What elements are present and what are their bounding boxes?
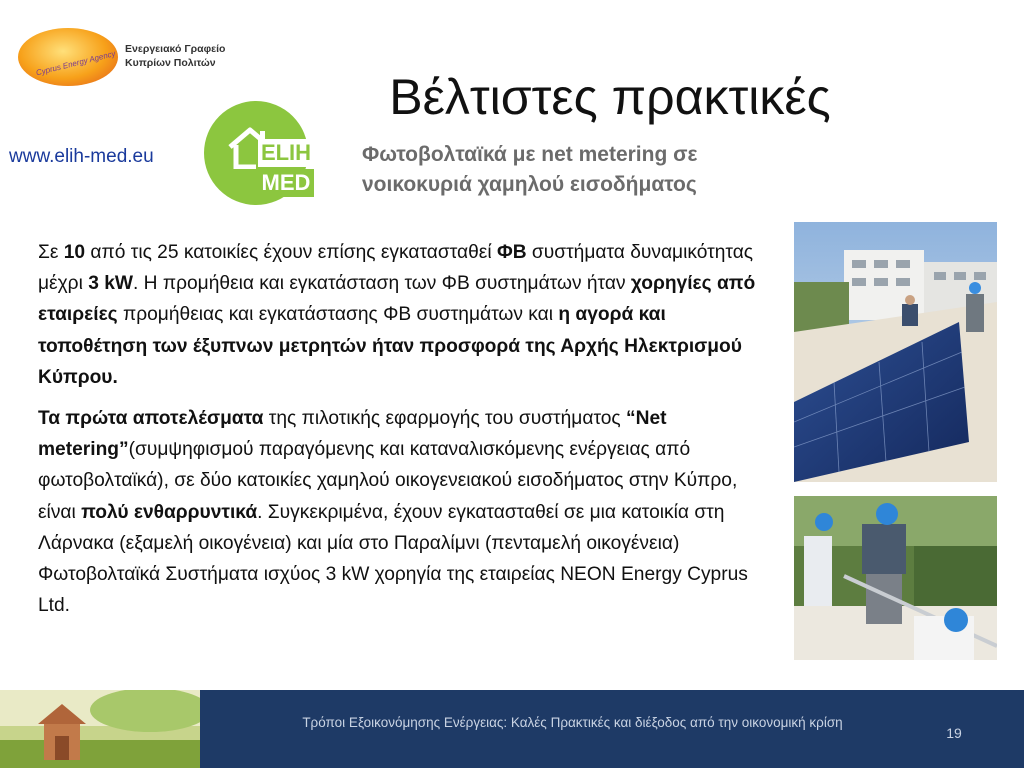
slide-subtitle: Φωτοβολταϊκά με net metering σε νοικοκυριά χαμηλού εισοδήματος: [362, 143, 698, 196]
paragraph1-run: Σε: [38, 242, 64, 263]
paragraph1-run: από τις 25 κατοικίες έχουν επίσης εγκατασταθεί: [85, 242, 497, 263]
house-grass-image: [0, 690, 200, 768]
agency-name: [125, 42, 255, 70]
paragraph2-run: Τα πρώτα αποτελέσματα: [38, 408, 264, 430]
paragraph1-run: η αγορά και τοποθέτηση των έξυπνων μετρητών ήταν προσφορά της Αρχής Ηλεκτρισμού Κύπρου.: [38, 304, 742, 388]
elih-med-logo: [204, 101, 314, 205]
body-text: [38, 237, 768, 621]
agency-oval-text: Cyprus Energy Agency: [35, 48, 117, 78]
website-link[interactable]: www.elih-med.eu: [9, 146, 154, 167]
paragraph1-run: προμήθειας και εγκατάστασης ΦΒ συστημάτων και: [117, 304, 559, 326]
slide-title: Βέλτιστες πρακτικές: [389, 69, 831, 125]
footer-text: Τρόποι Εξοικονόμησης Ενέργειας: Καλές Πρακτικές και διέξοδος από την οικονομική κρίση: [302, 715, 843, 730]
agency-name-line2: Κυπρίων Πολιτών: [125, 57, 216, 69]
paragraph1-run: χορηγίες από εταιρείες: [38, 273, 756, 326]
footer-bar: [0, 690, 1024, 768]
slide-number: 19: [946, 725, 962, 741]
paragraph1-run: . Η προμήθεια και εγκατάσταση των ΦΒ συστημάτων ήταν: [133, 273, 631, 295]
paragraph2-run: (συμψηφισμού παραγόμενης και καταναλισκόμενης ενέργειας από φωτοβολταϊκά), σε δύο κατοικίες χαμηλού οικογενειακού εισοδήματος στην Κύπρο, είναι: [38, 439, 738, 523]
paragraph2-run: . Συγκεκριμένα, έχουν εγκατασταθεί σε μια κατοικία στη Λάρνακα (εξαμελή οικογένεια) και μία στο Παραλίμνι (πενταμελή οικογένεια) Φωτοβολταϊκά Συστήματα ισχύος 3 kW χορηγία της εταιρείας NEON Energy Cyprus Ltd.: [38, 501, 748, 617]
med-text: MED: [258, 169, 314, 197]
elih-text: ELIH: [258, 139, 314, 167]
agency-name-line1: Ενεργειακό Γραφείο: [125, 43, 226, 55]
paragraph2-run: της πιλοτικής εφαρμογής του συστήματος: [263, 408, 626, 430]
paragraph1-run: 10: [63, 242, 86, 263]
solar-panels-photo: [794, 222, 997, 482]
energy-agency-logo: [18, 28, 238, 88]
paragraph-1: [38, 237, 768, 393]
paragraph2-run: “Net metering”: [38, 408, 667, 461]
paragraph2-run: πολύ ενθαρρυντικά: [81, 501, 258, 523]
paragraph1-run: ΦΒ: [496, 242, 527, 263]
sun-logo-icon: [18, 28, 118, 86]
workers-installing-photo: [794, 496, 997, 660]
paragraph1-run: 3 kW: [88, 273, 133, 295]
paragraph-2: [38, 403, 768, 621]
paragraph1-run: συστήματα δυναμικότητας μέχρι: [38, 242, 754, 295]
